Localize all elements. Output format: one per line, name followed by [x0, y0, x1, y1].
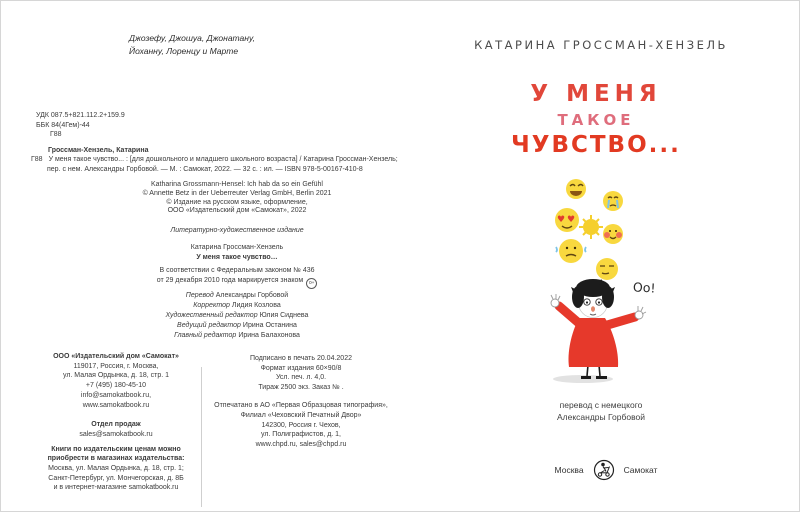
translator-credit: [521, 399, 681, 423]
book-title: У меня такое чувство…: [196, 254, 278, 261]
sun-icon: [579, 215, 603, 239]
column-divider: [201, 367, 202, 507]
publisher-address: 119017, Россия, г. Москва,: [73, 362, 159, 370]
cover-title-line1: У МЕНЯ: [530, 81, 662, 107]
print-line: Формат издания 60×90/8: [260, 364, 342, 372]
credit-role: Корректор: [193, 302, 230, 309]
publisher-phone: +7 (495) 180-45-10: [85, 382, 147, 390]
laughing-emoji-icon: [566, 179, 586, 199]
credit-line: [87, 331, 387, 341]
print-line: Тираж 2500 экз. Заказ № .: [258, 383, 344, 391]
scooter-logo-icon: [593, 459, 615, 481]
age-law-notice: [87, 266, 387, 289]
book-author: Катарина Гроссман-Хензель: [190, 244, 284, 251]
publisher-email: info@samokatbook.ru,: [80, 391, 152, 399]
credit-line: [87, 291, 387, 301]
udk-code: УДК 087.5+821.112.2+159.9: [36, 112, 125, 119]
index-code: Г88: [50, 131, 62, 138]
exclamation-text: Оо!: [632, 279, 656, 296]
imprint-name: Самокат: [623, 465, 658, 475]
catalog-entry-text: У меня такое чувство... : [для дошкольного и младшего школьного возраста] / Катарина Гроссман-Хензель; пер. с нем. Александры Горбовой. — М. : Самокат, 2022. — 32 с. : ил. — ISBN 978-5-00167-410-8: [47, 156, 398, 173]
print-line: ул. Полиграфистов, д. 1,: [260, 431, 342, 439]
age-law-text: от 29 декабря 2010 года маркируется знаком: [156, 276, 304, 284]
credit-line: [87, 311, 387, 321]
publisher-imprint: [536, 459, 676, 481]
svg-text:♥: ♥: [557, 215, 566, 225]
publisher-name: ООО «Издательский дом «Самокат»: [53, 353, 179, 360]
store-address: и в интернет-магазине samokatbook.ru: [53, 484, 179, 492]
catalog-entry: [31, 155, 405, 174]
cataloging-codes: [36, 111, 125, 140]
print-info: [213, 354, 389, 449]
copyright-line: © Annette Betz in der Ueberreuter Verlag GmbH, Berlin 2021: [142, 189, 332, 197]
credit-name: Юлия Сиднева: [259, 312, 309, 319]
copyright-line: ООО «Издательский дом «Самокат», 2022: [167, 207, 307, 215]
copyright-block: [87, 181, 387, 216]
age-mark-icon: 0+: [306, 278, 317, 289]
original-title: Katharina Grossmann-Hensel: Ich hab da so ein Gefühl: [151, 181, 323, 188]
bbk-code: ББК 84(4Гем)-44: [36, 121, 90, 129]
print-line: Усл. печ. л. 4,0.: [275, 374, 327, 382]
stores-heading: Книги по издательским ценам можно: [51, 445, 181, 453]
edition-type: Литературно-художественное издание: [170, 227, 304, 234]
catalog-author-heading: Гроссман-Хензель, Катарина: [48, 147, 149, 154]
copyright-line: © Издание на русском языке, оформление,: [166, 198, 308, 206]
cover-author: КАТАРИНА ГРОССМАН-ХЕНЗЕЛЬ: [474, 38, 728, 52]
credits-block: [87, 291, 387, 341]
girl-in-red-dress-illustration: [541, 273, 681, 388]
sad-tears-emoji-icon: [556, 239, 586, 263]
translator-line: перевод с немецкого: [559, 400, 643, 410]
credit-role: Художественный редактор: [165, 312, 258, 319]
cover-title: [496, 81, 696, 158]
store-address: Санкт-Петербург, ул. Мончегорская, д. 8Б: [48, 474, 184, 482]
print-line: www.chpd.ru, sales@chpd.ru: [255, 440, 347, 448]
print-line: 142300, Россия г. Чехов,: [261, 421, 341, 429]
heart-eyes-emoji-icon: [555, 208, 579, 232]
publisher-contacts: [31, 352, 201, 493]
print-line: Отпечатано в АО «Первая Образцовая типография»,: [214, 402, 388, 410]
sales-heading: Отдел продаж: [91, 421, 141, 429]
credit-name: Ирина Останина: [242, 322, 297, 329]
blushing-emoji-icon: [603, 224, 623, 244]
credit-role: Перевод: [185, 292, 214, 299]
publisher-site: www.samokatbook.ru: [82, 401, 150, 409]
emoji-cluster-illustration: [547, 175, 631, 287]
credit-name: Лидия Козлова: [231, 302, 281, 309]
credit-role: Главный редактор: [174, 332, 237, 339]
publisher-address: ул. Малая Ордынка, д. 18, стр. 1: [62, 372, 170, 380]
dedication-line: Йоханну, Лоренцу и Марте: [129, 46, 239, 56]
translator-line: Александры Горбовой: [557, 412, 645, 422]
crying-emoji-icon: [603, 191, 623, 211]
imprint-city: Москва: [554, 465, 584, 475]
store-address: Москва, ул. Малая Ордынка, д. 18, стр. 1;: [48, 465, 184, 473]
credit-name: Ирина Балахонова: [238, 332, 300, 339]
catalog-entry-code: Г88: [31, 156, 43, 163]
dedication-line: Джозефу, Джошуа, Джонатану,: [129, 33, 255, 43]
age-law-line: [87, 276, 387, 289]
age-law-line: В соответствии с Федеральным законом № 436: [159, 267, 315, 274]
print-line: Филиал «Чеховский Печатный Двор»: [240, 411, 362, 419]
dedication: [129, 32, 255, 58]
sales-email: sales@samokatbook.ru: [79, 430, 153, 438]
stores-heading: приобрести в магазинах издательства:: [47, 455, 185, 463]
print-line: Подписано в печать 20.04.2022: [250, 355, 352, 362]
credit-line: [87, 301, 387, 311]
cover-title-line3: ЧУВСТВО...: [511, 132, 681, 158]
credit-role: Ведущий редактор: [177, 322, 241, 329]
svg-text:♥: ♥: [567, 215, 576, 225]
cover-title-line2: ТАКОЕ: [557, 111, 635, 129]
credit-line: [87, 321, 387, 331]
credit-name: Александры Горбовой: [215, 292, 289, 299]
